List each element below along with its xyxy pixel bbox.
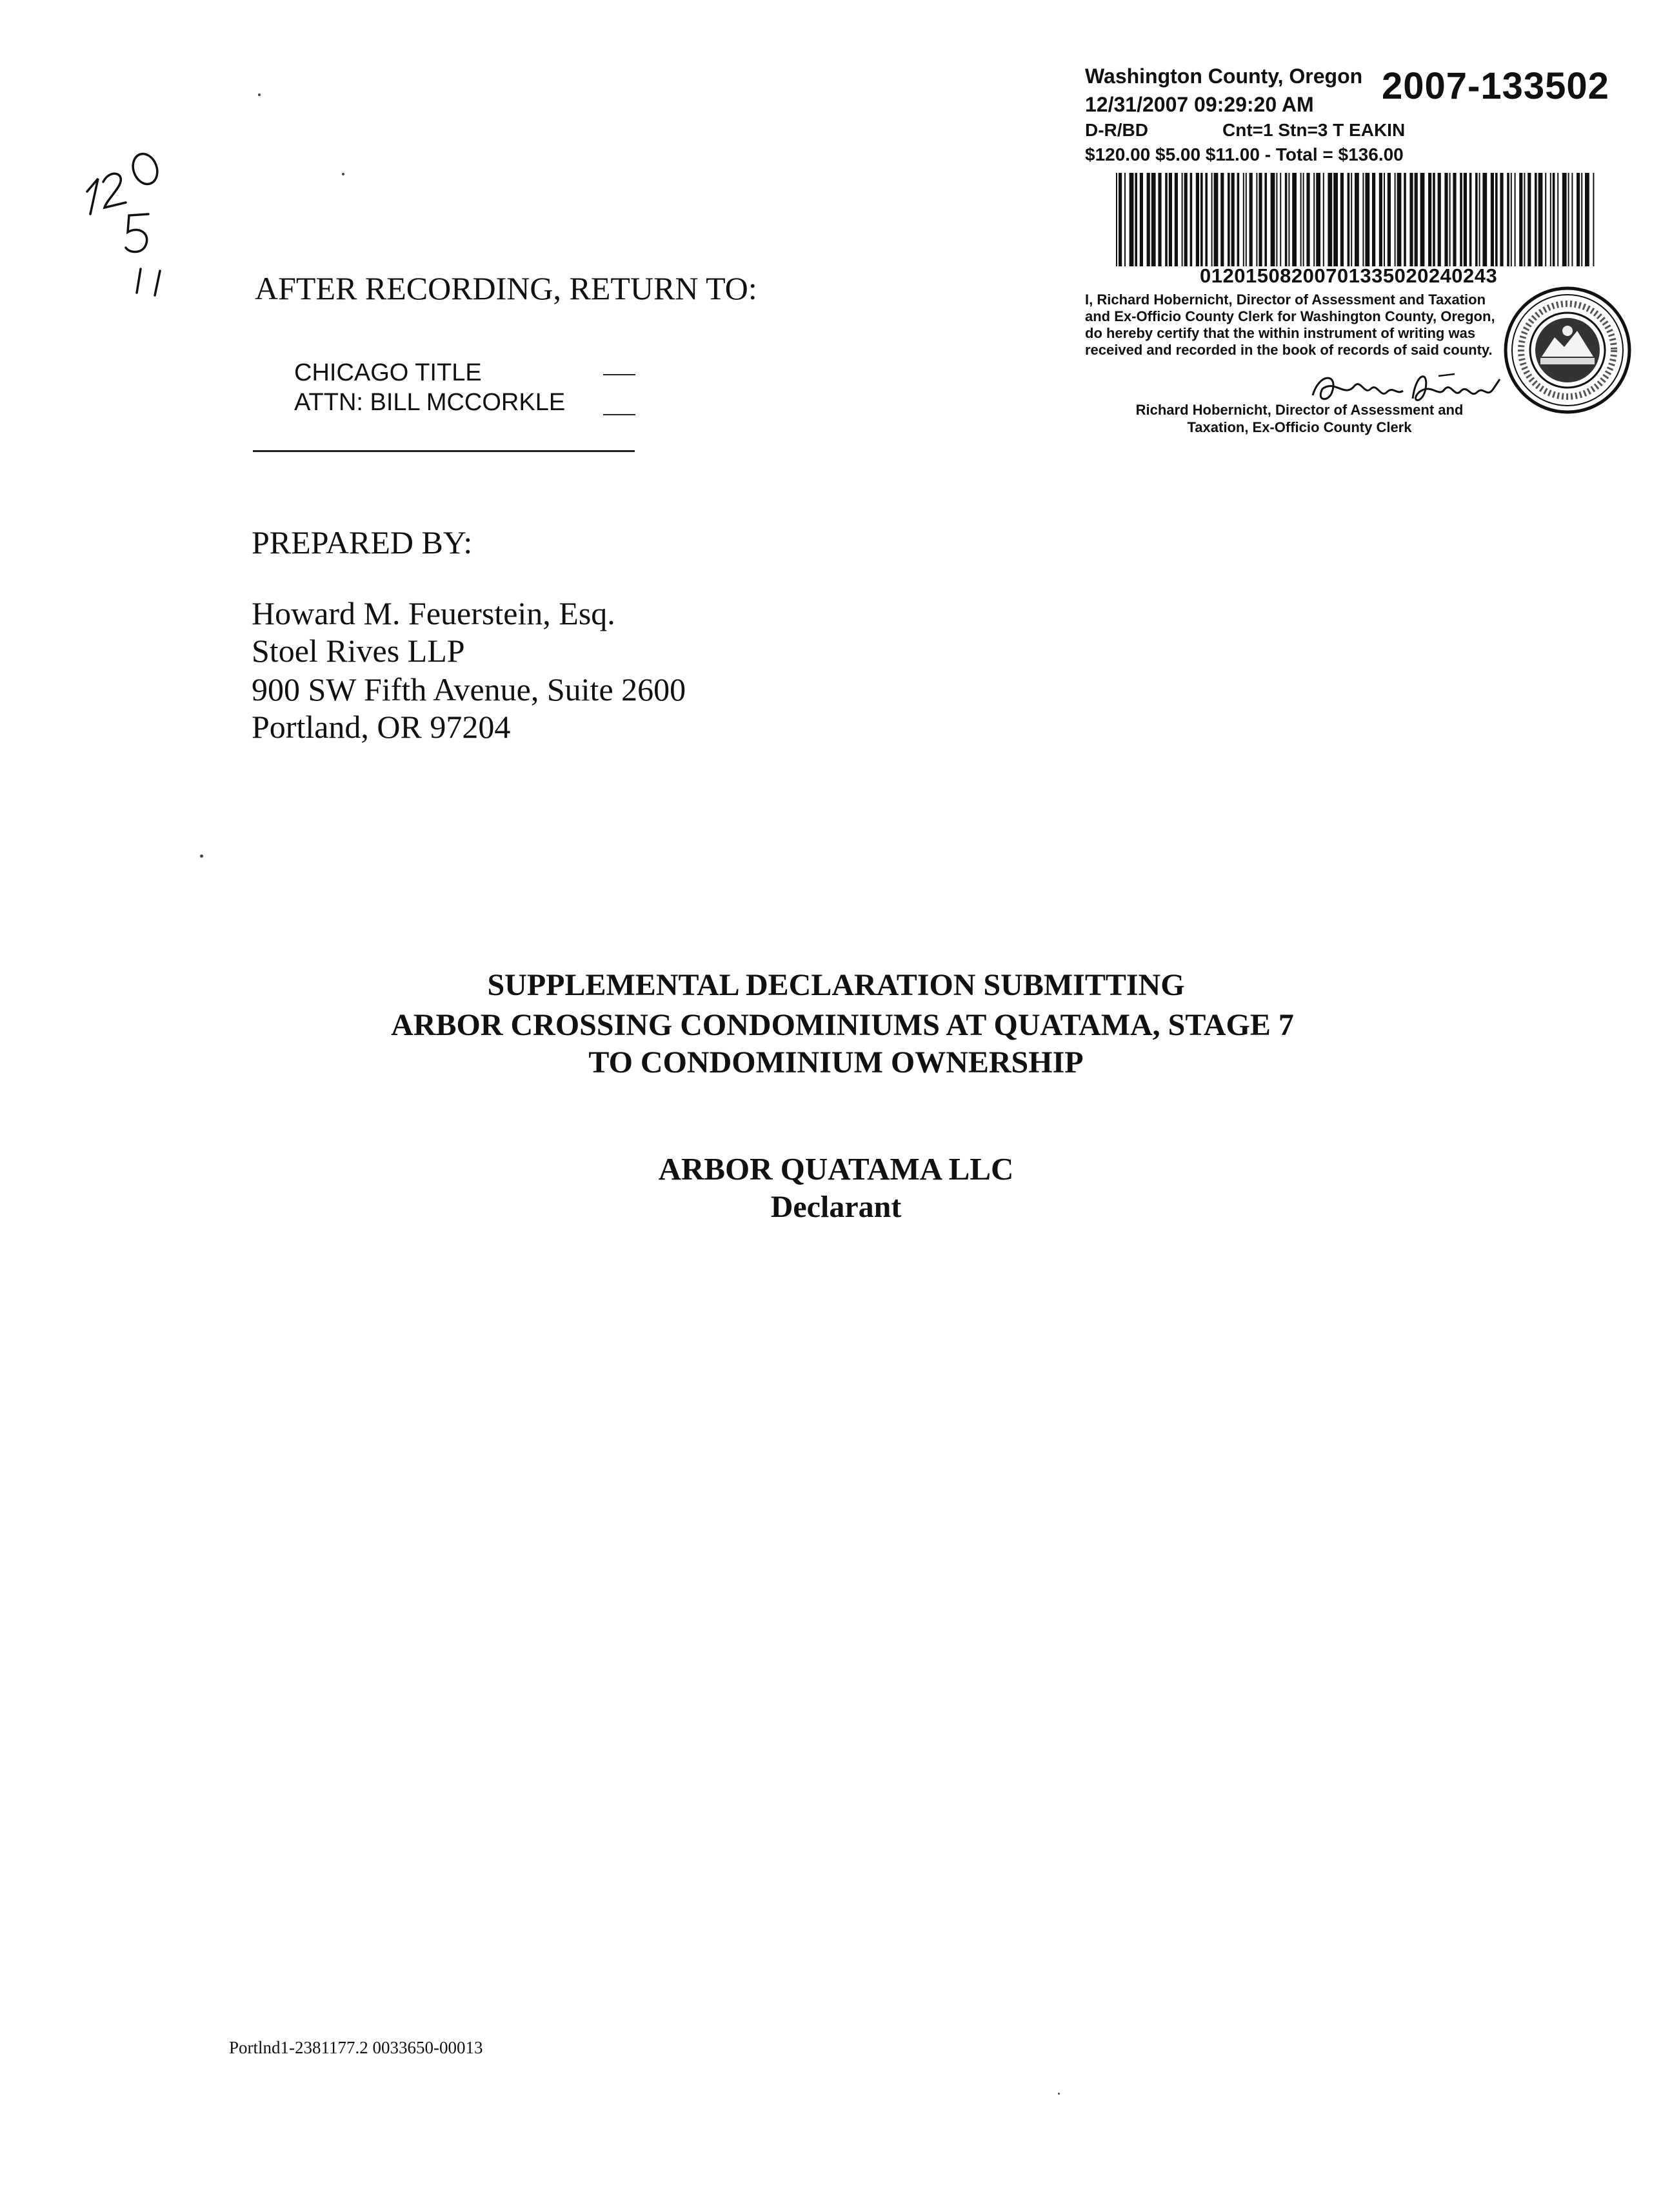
scan-speck bbox=[200, 854, 203, 858]
barcode-bar bbox=[1491, 173, 1494, 266]
barcode-bar bbox=[1292, 173, 1297, 266]
barcode-bar bbox=[1515, 173, 1516, 266]
barcode-bar bbox=[1285, 173, 1288, 266]
barcode-bar bbox=[1276, 173, 1277, 266]
barcode-number: 01201508200701335020240243 bbox=[1200, 264, 1498, 287]
barcode-bar bbox=[1256, 173, 1257, 266]
barcode-bar bbox=[1220, 173, 1224, 266]
stamp-fees: $120.00 $5.00 $11.00 - Total = $136.00 bbox=[1085, 144, 1404, 164]
barcode-bar bbox=[1190, 173, 1193, 266]
barcode-bar bbox=[1571, 173, 1573, 266]
barcode-bar bbox=[1528, 173, 1531, 266]
checkbox-line bbox=[603, 374, 635, 375]
barcode-bar bbox=[1140, 173, 1143, 266]
barcode-bar bbox=[1362, 173, 1364, 266]
return-to-attention: ATTN: BILL MCCORKLE bbox=[294, 389, 566, 416]
barcode-bar bbox=[1482, 173, 1487, 266]
scan-speck bbox=[342, 173, 344, 175]
barcode-bar bbox=[1420, 173, 1425, 266]
preparer-firm: Stoel Rives LLP bbox=[252, 633, 465, 669]
barcode-bar bbox=[1328, 173, 1332, 266]
barcode-bar bbox=[1409, 173, 1413, 266]
barcode-bar bbox=[1351, 173, 1352, 266]
preparer-address: 900 SW Fifth Avenue, Suite 2600 bbox=[252, 671, 686, 707]
stamp-county: Washington County, Oregon bbox=[1085, 64, 1363, 88]
footer-doc-id: Portlnd1-2381177.2 0033650-00013 bbox=[229, 2038, 483, 2057]
barcode-bar bbox=[1449, 173, 1451, 266]
barcode-bar bbox=[1323, 173, 1324, 266]
stamp-datetime: 12/31/2007 09:29:20 AM bbox=[1085, 93, 1314, 116]
return-to-heading: AFTER RECORDING, RETURN TO: bbox=[255, 270, 757, 306]
barcode-bar bbox=[1557, 173, 1558, 266]
barcode-bar bbox=[1288, 173, 1289, 266]
barcode-bar bbox=[1495, 173, 1498, 266]
barcode-bar bbox=[1228, 173, 1230, 266]
barcode-bar bbox=[1384, 173, 1385, 266]
signer-line-1: Richard Hobernicht, Director of Assessment and bbox=[1135, 402, 1464, 418]
document-title-line: SUPPLEMENTAL DECLARATION SUBMITTING bbox=[487, 968, 1185, 1002]
signer-title bbox=[1085, 401, 1514, 436]
barcode-bar bbox=[1453, 173, 1456, 266]
barcode-bar bbox=[1553, 173, 1555, 266]
barcode-bar bbox=[1519, 173, 1522, 266]
barcode-bar bbox=[1444, 173, 1448, 266]
barcode-bar bbox=[1562, 173, 1567, 266]
barcode-bar bbox=[1469, 173, 1472, 266]
barcode-bar bbox=[1205, 173, 1208, 266]
barcode-bar bbox=[1271, 173, 1275, 266]
barcode-bar bbox=[1507, 173, 1509, 266]
barcode-bar bbox=[1415, 173, 1418, 266]
barcode-bar bbox=[1333, 173, 1338, 266]
barcode-bar bbox=[1355, 173, 1359, 266]
barcode-bar bbox=[1404, 173, 1406, 266]
barcode-bar bbox=[1316, 173, 1320, 266]
document-title-line: TO CONDOMINIUM OWNERSHIP bbox=[588, 1045, 1084, 1080]
barcode-bar bbox=[1306, 173, 1309, 266]
barcode-bar bbox=[1550, 173, 1551, 266]
return-to-company: CHICAGO TITLE bbox=[294, 359, 482, 386]
declarant-name bbox=[0, 1150, 1672, 1187]
barcode-bar bbox=[1196, 173, 1199, 266]
barcode-bar bbox=[1479, 173, 1480, 266]
declarant-name-text: ARBOR QUATAMA LLC bbox=[658, 1151, 1014, 1187]
declarant-role: Declarant bbox=[770, 1190, 902, 1224]
barcode-bar bbox=[1135, 173, 1137, 266]
barcode-bar bbox=[1593, 173, 1594, 266]
barcode-bar bbox=[1130, 173, 1134, 266]
handwritten-notes bbox=[65, 143, 194, 298]
barcode-bar bbox=[1379, 173, 1382, 266]
barcode-bar bbox=[1280, 173, 1281, 266]
barcode-bar bbox=[1475, 173, 1478, 266]
barcode-bar bbox=[1397, 173, 1402, 266]
barcode-bar bbox=[1169, 173, 1172, 266]
barcode-bar bbox=[1165, 173, 1168, 266]
recording-number: 2007-133502 bbox=[1382, 65, 1609, 107]
barcode-bar bbox=[1568, 173, 1569, 266]
document-title-line: ARBOR CROSSING CONDOMINIUMS AT QUATAMA, STAGE 7 bbox=[391, 1008, 1294, 1042]
barcode-bar bbox=[1438, 173, 1441, 266]
barcode-bar bbox=[1243, 173, 1244, 266]
stamp-counts: Cnt=1 Stn=3 T EAKIN bbox=[1222, 120, 1406, 140]
barcode-bar bbox=[1535, 173, 1537, 266]
barcode-bar bbox=[1175, 173, 1178, 266]
barcode-bar bbox=[1545, 173, 1546, 266]
barcode-bar bbox=[1538, 173, 1543, 266]
barcode-bar bbox=[1433, 173, 1435, 266]
barcode-bar bbox=[1200, 173, 1203, 266]
barcode-bar bbox=[1158, 173, 1161, 266]
barcode-bar bbox=[1151, 173, 1156, 266]
stamp-code: D-R/BD bbox=[1085, 120, 1148, 140]
barcode-bar bbox=[1246, 173, 1247, 266]
barcode-bar bbox=[1184, 173, 1188, 266]
barcode-bar bbox=[1460, 173, 1462, 266]
barcode-bar bbox=[1511, 173, 1512, 266]
barcode-bar bbox=[1300, 173, 1302, 266]
barcode-image bbox=[1116, 173, 1597, 266]
county-seal-icon bbox=[1503, 286, 1632, 415]
barcode-bar bbox=[1340, 173, 1344, 266]
barcode-bar bbox=[1464, 173, 1467, 266]
barcode-bar bbox=[1428, 173, 1431, 266]
barcode-bar bbox=[1313, 173, 1315, 266]
barcode-bar bbox=[1259, 173, 1262, 266]
barcode-bar bbox=[1581, 173, 1582, 266]
barcode-bar bbox=[1577, 173, 1580, 266]
barcode-bar bbox=[1182, 173, 1183, 266]
barcode-bar bbox=[1214, 173, 1219, 266]
barcode-bar bbox=[1147, 173, 1150, 266]
scan-speck bbox=[258, 94, 261, 96]
certification-text: I, Richard Hobernicht, Director of Assessment and Taxation and Ex-Officio County Clerk for Washington County, Oregon, do hereby certify that the within instrument of writing was received and recorded in the book of records of said county. bbox=[1085, 291, 1495, 358]
barcode-bar bbox=[1249, 173, 1253, 266]
barcode-bar bbox=[1124, 173, 1126, 266]
barcode-bar bbox=[1237, 173, 1240, 266]
barcode-bar bbox=[1395, 173, 1396, 266]
barcode-bar bbox=[1303, 173, 1304, 266]
scan-speck bbox=[1058, 2093, 1060, 2095]
divider bbox=[253, 450, 635, 452]
barcode-bar bbox=[1524, 173, 1525, 266]
signer-line-2: Taxation, Ex-Officio County Clerk bbox=[1187, 419, 1412, 435]
barcode-bar bbox=[1348, 173, 1350, 266]
prepared-by-heading: PREPARED BY: bbox=[252, 524, 473, 560]
barcode-bar bbox=[1372, 173, 1375, 266]
checkbox-line bbox=[603, 414, 635, 415]
barcode-bar bbox=[1500, 173, 1503, 266]
preparer-name: Howard M. Feuerstein, Esq. bbox=[252, 595, 615, 631]
barcode-bar bbox=[1585, 173, 1589, 266]
barcode-bar bbox=[1119, 173, 1122, 266]
barcode-bar bbox=[1264, 173, 1267, 266]
barcode-bar bbox=[1116, 173, 1117, 266]
barcode-bar bbox=[1231, 173, 1235, 266]
barcode-bar bbox=[1365, 173, 1369, 266]
preparer-city: Portland, OR 97204 bbox=[252, 709, 511, 745]
barcode-bar bbox=[1211, 173, 1213, 266]
barcode-bar bbox=[1388, 173, 1391, 266]
